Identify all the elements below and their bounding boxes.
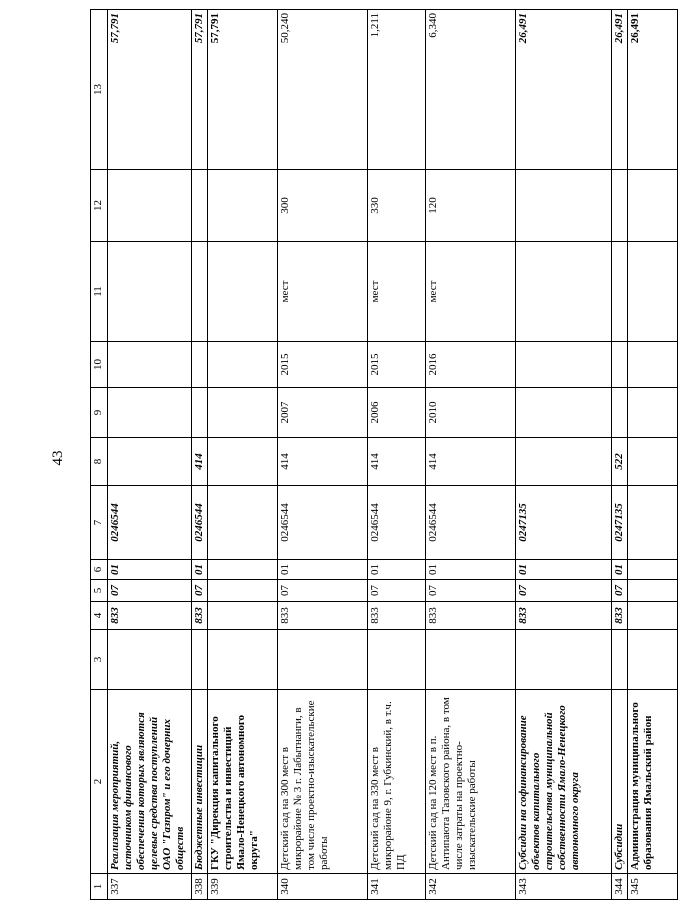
row-name: Администрация муниципального образования Ямальский район <box>628 690 678 874</box>
col-4: 833 <box>426 602 516 630</box>
col-7: 0247135 <box>612 486 628 560</box>
col-13: 57,791 <box>192 10 208 170</box>
budget-table <box>90 9 678 900</box>
col-4: 833 <box>192 602 208 630</box>
header-cell: 12 <box>91 170 108 242</box>
col-12: 300 <box>278 170 368 242</box>
col-6: 01 <box>426 560 516 580</box>
col-5: 07 <box>426 580 516 602</box>
col-9: 2007 <box>278 388 368 438</box>
col-7: 0246544 <box>278 486 368 560</box>
col-7: 0246544 <box>192 486 208 560</box>
col-8: 414 <box>368 438 426 486</box>
col-12 <box>516 170 612 242</box>
col-12 <box>108 170 192 242</box>
header-cell: 7 <box>91 486 108 560</box>
col-5: 07 <box>516 580 612 602</box>
col-7: 0246544 <box>426 486 516 560</box>
row-name: Детский сад на 330 мест в микрорайоне 9, г. Губкинский, в т.ч. ПД <box>368 690 426 874</box>
header-cell: 1 <box>91 874 108 900</box>
col-6 <box>208 560 278 580</box>
col-8: 522 <box>612 438 628 486</box>
col-7 <box>208 486 278 560</box>
col-8: 414 <box>192 438 208 486</box>
col-9 <box>516 388 612 438</box>
col-4: 833 <box>612 602 628 630</box>
row-name: Детский сад на 300 мест в микрорайоне № 3 г. Лабытнанги, в том числе проектно-изыскательские работы <box>278 690 368 874</box>
col-4: 833 <box>516 602 612 630</box>
col-5: 07 <box>612 580 628 602</box>
col-13: 6,340 <box>426 10 516 170</box>
col-13: 57,791 <box>208 10 278 170</box>
table-row <box>368 10 426 900</box>
col-3 <box>278 630 368 690</box>
col-5: 07 <box>192 580 208 602</box>
col-8 <box>628 438 678 486</box>
col-7: 0247135 <box>516 486 612 560</box>
col-9: 2010 <box>426 388 516 438</box>
col-8 <box>108 438 192 486</box>
col-6: 01 <box>612 560 628 580</box>
col-12: 330 <box>368 170 426 242</box>
col-12 <box>208 170 278 242</box>
col-10: 2016 <box>426 342 516 388</box>
header-row <box>91 10 108 900</box>
row-number: 345 <box>628 874 678 900</box>
row-number: 344 <box>612 874 628 900</box>
col-7: 0246544 <box>368 486 426 560</box>
col-10: 2015 <box>368 342 426 388</box>
col-3 <box>192 630 208 690</box>
col-3 <box>108 630 192 690</box>
col-5 <box>628 580 678 602</box>
header-cell: 3 <box>91 630 108 690</box>
col-10 <box>108 342 192 388</box>
row-name: Бюджетные инвестиции <box>192 690 208 874</box>
col-13: 1,211 <box>368 10 426 170</box>
header-cell: 9 <box>91 388 108 438</box>
table-row <box>192 10 208 900</box>
header-cell: 5 <box>91 580 108 602</box>
col-3 <box>368 630 426 690</box>
row-name: Детский сад на 120 мест в п. Антипаюта Тазовского района, в том числе затраты на проектно-изыскательские работы <box>426 690 516 874</box>
col-13: 26,491 <box>612 10 628 170</box>
table-row <box>426 10 516 900</box>
col-11: мест <box>368 242 426 342</box>
col-6: 01 <box>108 560 192 580</box>
col-11: мест <box>278 242 368 342</box>
header-cell: 11 <box>91 242 108 342</box>
table-row <box>208 10 278 900</box>
col-10: 2015 <box>278 342 368 388</box>
header-cell: 4 <box>91 602 108 630</box>
col-9: 2006 <box>368 388 426 438</box>
col-12 <box>628 170 678 242</box>
col-8: 414 <box>278 438 368 486</box>
header-cell: 8 <box>91 438 108 486</box>
page-number: 43 <box>50 450 66 466</box>
col-3 <box>426 630 516 690</box>
col-13: 26,491 <box>628 10 678 170</box>
col-12 <box>192 170 208 242</box>
row-number: 340 <box>278 874 368 900</box>
col-10 <box>612 342 628 388</box>
col-9 <box>108 388 192 438</box>
col-8: 414 <box>426 438 516 486</box>
col-11 <box>516 242 612 342</box>
col-4 <box>208 602 278 630</box>
table-row <box>108 10 192 900</box>
col-6: 01 <box>192 560 208 580</box>
col-5: 07 <box>108 580 192 602</box>
col-12 <box>612 170 628 242</box>
row-name: Реализация мероприятий, источником финансового обеспечения которых являются целевые средства поступлений ОАО "Газпром" и его дочерних обществ <box>108 690 192 874</box>
col-4: 833 <box>368 602 426 630</box>
col-3 <box>516 630 612 690</box>
col-3 <box>208 630 278 690</box>
col-11 <box>192 242 208 342</box>
row-name: Субсидии на софинансирование объектов капитального строительства муниципальной собственности Ямало-Ненецкого автономного округа <box>516 690 612 874</box>
col-7: 0246544 <box>108 486 192 560</box>
row-name: ГКУ "Дирекция капитального строительства и инвестиций Ямало-Ненецкого автономного округа" <box>208 690 278 874</box>
col-11 <box>208 242 278 342</box>
col-9 <box>612 388 628 438</box>
col-6: 01 <box>278 560 368 580</box>
row-number: 342 <box>426 874 516 900</box>
col-10 <box>628 342 678 388</box>
col-11: мест <box>426 242 516 342</box>
table-row <box>278 10 368 900</box>
col-5 <box>208 580 278 602</box>
header-cell: 13 <box>91 10 108 170</box>
col-6: 01 <box>368 560 426 580</box>
row-name: Субсидии <box>612 690 628 874</box>
table-row <box>628 10 678 900</box>
col-11 <box>612 242 628 342</box>
col-13: 57,791 <box>108 10 192 170</box>
col-6: 01 <box>516 560 612 580</box>
col-4: 833 <box>108 602 192 630</box>
col-5: 07 <box>278 580 368 602</box>
col-10 <box>516 342 612 388</box>
row-number: 338 <box>192 874 208 900</box>
col-3 <box>612 630 628 690</box>
col-9 <box>208 388 278 438</box>
col-11 <box>628 242 678 342</box>
header-cell: 6 <box>91 560 108 580</box>
col-9 <box>192 388 208 438</box>
col-4 <box>628 602 678 630</box>
col-9 <box>628 388 678 438</box>
col-5: 07 <box>368 580 426 602</box>
row-number: 343 <box>516 874 612 900</box>
row-number: 337 <box>108 874 192 900</box>
col-10 <box>192 342 208 388</box>
col-8 <box>516 438 612 486</box>
header-cell: 10 <box>91 342 108 388</box>
table-row <box>612 10 628 900</box>
row-number: 339 <box>208 874 278 900</box>
table-row <box>516 10 612 900</box>
col-6 <box>628 560 678 580</box>
col-10 <box>208 342 278 388</box>
col-11 <box>108 242 192 342</box>
row-number: 341 <box>368 874 426 900</box>
col-12: 120 <box>426 170 516 242</box>
col-4: 833 <box>278 602 368 630</box>
col-8 <box>208 438 278 486</box>
col-7 <box>628 486 678 560</box>
col-3 <box>628 630 678 690</box>
col-13: 26,491 <box>516 10 612 170</box>
header-cell: 2 <box>91 690 108 874</box>
col-13: 50,240 <box>278 10 368 170</box>
